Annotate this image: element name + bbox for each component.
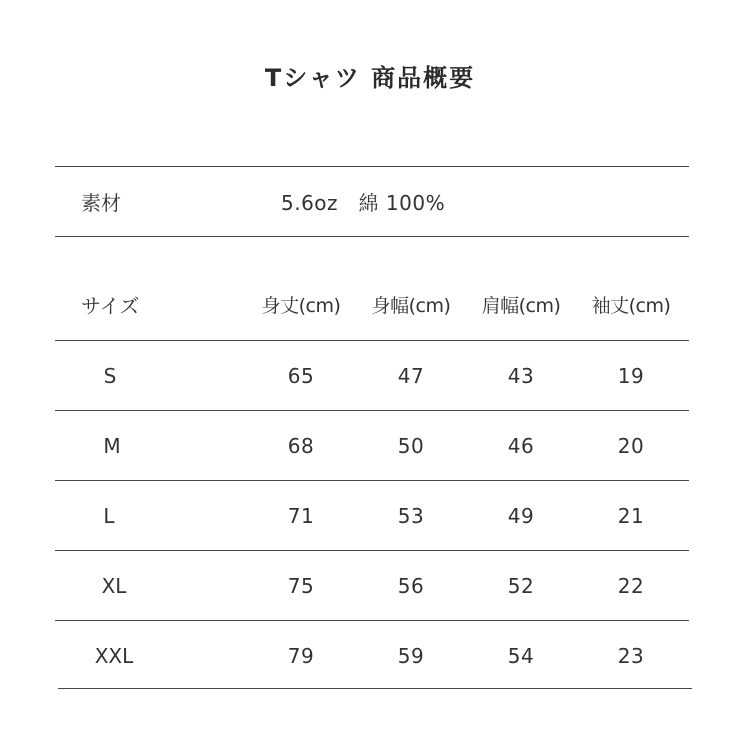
sleeve-cell: 22 (617, 574, 645, 598)
table-row (0, 570, 750, 602)
size-cell: L (103, 504, 115, 528)
sleeve-cell: 19 (617, 364, 645, 388)
width-cell: 50 (397, 434, 425, 458)
header-length: 身丈(cm) (261, 295, 341, 317)
divider (55, 480, 689, 481)
length-cell: 68 (287, 434, 315, 458)
width-cell: 47 (397, 364, 425, 388)
table-header (0, 290, 750, 322)
width-cell: 59 (397, 644, 425, 668)
divider (58, 688, 692, 689)
width-cell: 56 (397, 574, 425, 598)
material-value: 5.6oz 綿 100% (281, 191, 446, 215)
size-cell: XXL (94, 644, 134, 668)
shoulder-cell: 49 (507, 504, 535, 528)
size-cell: XL (101, 574, 127, 598)
size-cell: M (103, 434, 121, 458)
sleeve-cell: 23 (617, 644, 645, 668)
shoulder-cell: 52 (507, 574, 535, 598)
length-cell: 71 (287, 504, 315, 528)
header-sleeve: 袖丈(cm) (591, 295, 671, 317)
divider (55, 410, 689, 411)
table-row (0, 500, 750, 532)
divider (55, 166, 689, 167)
size-cell: S (103, 364, 117, 388)
divider (55, 620, 689, 621)
sleeve-cell: 21 (617, 504, 645, 528)
divider (55, 236, 689, 237)
table-row (0, 430, 750, 462)
header-shoulder: 肩幅(cm) (481, 295, 561, 317)
length-cell: 79 (287, 644, 315, 668)
shoulder-cell: 54 (507, 644, 535, 668)
sleeve-cell: 20 (617, 434, 645, 458)
length-cell: 65 (287, 364, 315, 388)
length-cell: 75 (287, 574, 315, 598)
shoulder-cell: 46 (507, 434, 535, 458)
header-width: 身幅(cm) (371, 295, 451, 317)
header-size: サイズ (81, 294, 140, 318)
width-cell: 53 (397, 504, 425, 528)
divider (55, 340, 689, 341)
page-title: Tシャツ 商品概要 (264, 64, 476, 92)
table-row (0, 360, 750, 392)
shoulder-cell: 43 (507, 364, 535, 388)
material-label: 素材 (81, 191, 121, 215)
table-row (0, 640, 750, 672)
divider (55, 550, 689, 551)
